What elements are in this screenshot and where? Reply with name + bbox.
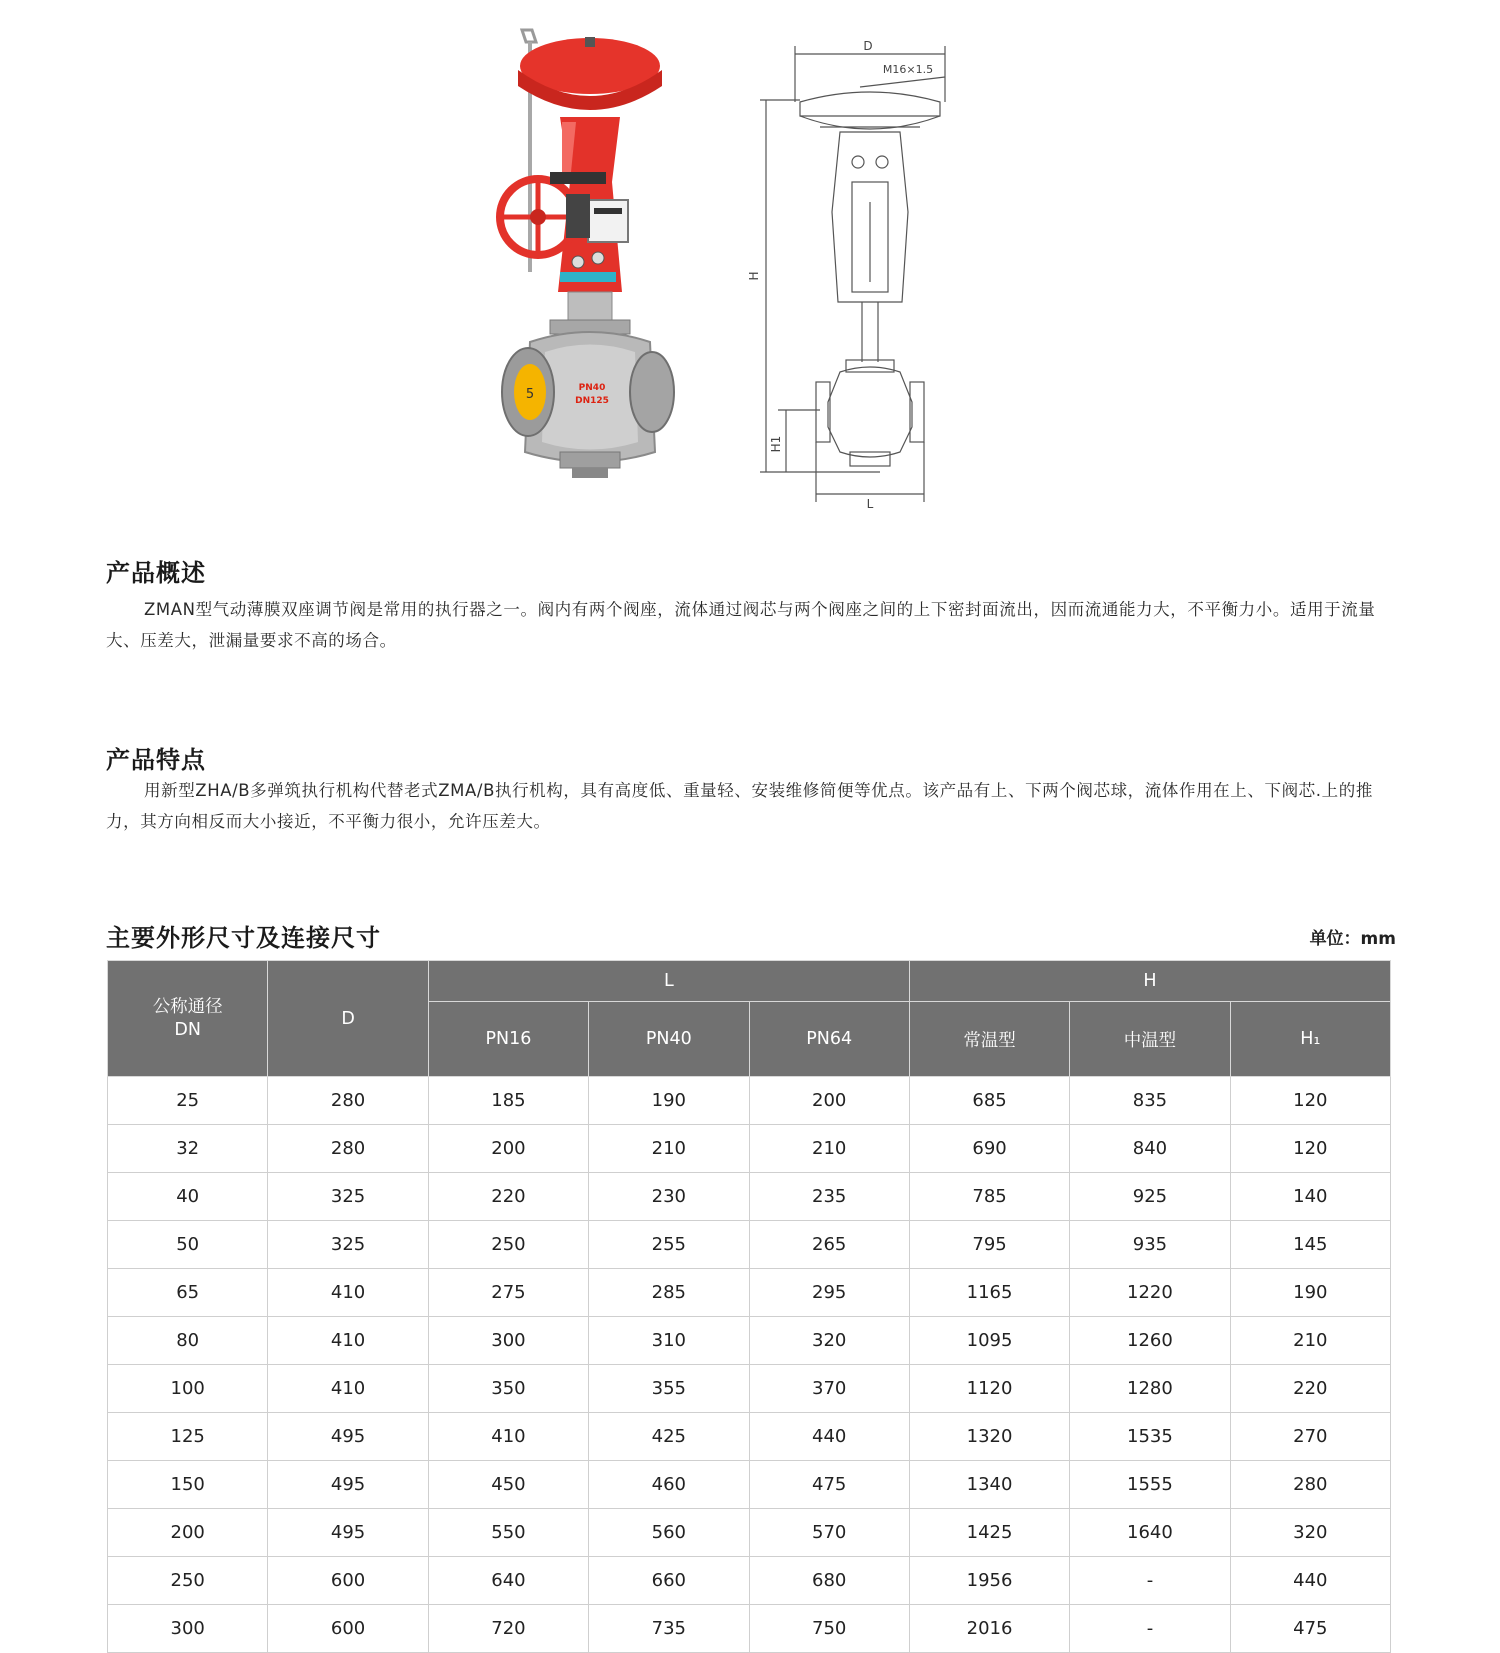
- cell: 355: [589, 1365, 749, 1413]
- cell: 1320: [909, 1413, 1069, 1461]
- cell: 140: [1230, 1173, 1390, 1221]
- cell: 640: [428, 1557, 588, 1605]
- product-figures: [490, 22, 1010, 522]
- cell: 300: [108, 1605, 268, 1653]
- label-h: H: [747, 271, 761, 281]
- cell: 410: [268, 1365, 428, 1413]
- header-h1: H₁: [1230, 1002, 1390, 1077]
- body-label-pn: PN40: [578, 383, 606, 393]
- cell: 280: [268, 1125, 428, 1173]
- cell: 600: [268, 1605, 428, 1653]
- cell: 125: [108, 1413, 268, 1461]
- cell: 295: [749, 1269, 909, 1317]
- flange-mark: 5: [525, 387, 535, 402]
- cell: 1640: [1070, 1509, 1230, 1557]
- cell: 1956: [909, 1557, 1069, 1605]
- cell: 120: [1230, 1125, 1390, 1173]
- cell: 100: [108, 1365, 268, 1413]
- cell: 145: [1230, 1221, 1390, 1269]
- cell: 410: [268, 1269, 428, 1317]
- header-pn40: PN40: [589, 1002, 749, 1077]
- cell: -: [1070, 1557, 1230, 1605]
- cell: 475: [1230, 1605, 1390, 1653]
- cell: 32: [108, 1125, 268, 1173]
- cell: 250: [428, 1221, 588, 1269]
- cell: 220: [428, 1173, 588, 1221]
- table-row: [108, 1413, 1391, 1461]
- cell: 310: [589, 1317, 749, 1365]
- header-dn-line2: DN: [174, 1019, 201, 1040]
- cell: 200: [108, 1509, 268, 1557]
- cell: 570: [749, 1509, 909, 1557]
- cell: 235: [749, 1173, 909, 1221]
- cell: 1120: [909, 1365, 1069, 1413]
- cell: 65: [108, 1269, 268, 1317]
- cell: 210: [589, 1125, 749, 1173]
- label-thread: M16×1.5: [882, 63, 934, 76]
- valve-photo: [490, 22, 710, 502]
- cell: 265: [749, 1221, 909, 1269]
- cell: 410: [428, 1413, 588, 1461]
- table-row: [108, 1509, 1391, 1557]
- cell: 685: [909, 1077, 1069, 1125]
- cell: 925: [1070, 1173, 1230, 1221]
- table-row: [108, 1365, 1391, 1413]
- table-row: [108, 1317, 1391, 1365]
- cell: 495: [268, 1461, 428, 1509]
- header-pn16: PN16: [428, 1002, 588, 1077]
- cell: 120: [1230, 1077, 1390, 1125]
- cell: 325: [268, 1221, 428, 1269]
- cell: 450: [428, 1461, 588, 1509]
- cell: -: [1070, 1605, 1230, 1653]
- cell: 1220: [1070, 1269, 1230, 1317]
- cell: 750: [749, 1605, 909, 1653]
- cell: 50: [108, 1221, 268, 1269]
- cell: 2016: [909, 1605, 1069, 1653]
- cell: 285: [589, 1269, 749, 1317]
- cell: 350: [428, 1365, 588, 1413]
- header-medium-temp: 中温型: [1070, 1002, 1230, 1077]
- table-body: [108, 1077, 1391, 1653]
- overview-title: 产品概述: [106, 559, 206, 587]
- cell: 190: [1230, 1269, 1390, 1317]
- dimensions-table: [107, 960, 1391, 1653]
- cell: 840: [1070, 1125, 1230, 1173]
- cell: 325: [268, 1173, 428, 1221]
- cell: 1555: [1070, 1461, 1230, 1509]
- cell: 300: [428, 1317, 588, 1365]
- cell: 550: [428, 1509, 588, 1557]
- unit-label: 单位：mm: [1309, 929, 1396, 949]
- cell: 25: [108, 1077, 268, 1125]
- cell: 275: [428, 1269, 588, 1317]
- header-h-group: H: [909, 961, 1390, 1002]
- header-normal-temp: 常温型: [909, 1002, 1069, 1077]
- cell: 660: [589, 1557, 749, 1605]
- cell: 250: [108, 1557, 268, 1605]
- cell: 410: [268, 1317, 428, 1365]
- header-dn-line1: 公称通径: [152, 996, 223, 1017]
- cell: 280: [268, 1077, 428, 1125]
- overview-text: ZMAN型气动薄膜双座调节阀是常用的执行器之一。阀内有两个阀座，流体通过阀芯与两个阀座之间的上下密封面流出，因而流通能力大，不平衡力小。适用于流量大、压差大，泄漏量要求不高的场合。: [106, 600, 1376, 650]
- cell: 185: [428, 1077, 588, 1125]
- cell: 935: [1070, 1221, 1230, 1269]
- header-l-group: L: [428, 961, 909, 1002]
- cell: 735: [589, 1605, 749, 1653]
- cell: 1535: [1070, 1413, 1230, 1461]
- cell: 190: [589, 1077, 749, 1125]
- cell: 150: [108, 1461, 268, 1509]
- cell: 1260: [1070, 1317, 1230, 1365]
- cell: 495: [268, 1413, 428, 1461]
- cell: 425: [589, 1413, 749, 1461]
- header-dn: [108, 961, 268, 1077]
- cell: 460: [589, 1461, 749, 1509]
- table-row: [108, 1461, 1391, 1509]
- table-row: [108, 1557, 1391, 1605]
- cell: 1425: [909, 1509, 1069, 1557]
- table-row: [108, 1077, 1391, 1125]
- cell: 680: [749, 1557, 909, 1605]
- cell: 1280: [1070, 1365, 1230, 1413]
- cell: 255: [589, 1221, 749, 1269]
- dimensions-title: 主要外形尺寸及连接尺寸: [106, 924, 381, 952]
- cell: 440: [1230, 1557, 1390, 1605]
- cell: 440: [749, 1413, 909, 1461]
- features-text: 用新型ZHA/B多弹筑执行机构代替老式ZMA/B执行机构，具有高度低、重量轻、安装维修简便等优点。该产品有上、下两个阀芯球，流体作用在上、下阀芯.上的推力，其方向相反而大小接近，不平衡力很小，允许压差大。: [106, 781, 1373, 831]
- cell: 795: [909, 1221, 1069, 1269]
- dimension-drawing: [747, 32, 1010, 522]
- cell: 560: [589, 1509, 749, 1557]
- cell: 475: [749, 1461, 909, 1509]
- cell: 785: [909, 1173, 1069, 1221]
- table-row: [108, 1221, 1391, 1269]
- label-h1: H1: [769, 435, 783, 453]
- cell: 1340: [909, 1461, 1069, 1509]
- cell: 370: [749, 1365, 909, 1413]
- body-label-dn: DN125: [575, 396, 609, 406]
- table-row: [108, 1269, 1391, 1317]
- label-d: D: [863, 39, 873, 53]
- label-l: L: [866, 497, 874, 511]
- cell: 80: [108, 1317, 268, 1365]
- cell: 835: [1070, 1077, 1230, 1125]
- cell: 230: [589, 1173, 749, 1221]
- cell: 720: [428, 1605, 588, 1653]
- cell: 280: [1230, 1461, 1390, 1509]
- cell: 1095: [909, 1317, 1069, 1365]
- header-d: D: [268, 961, 428, 1077]
- table-row: [108, 1125, 1391, 1173]
- cell: 40: [108, 1173, 268, 1221]
- cell: 200: [428, 1125, 588, 1173]
- cell: 200: [749, 1077, 909, 1125]
- table-row: [108, 1605, 1391, 1653]
- cell: 210: [1230, 1317, 1390, 1365]
- features-title: 产品特点: [106, 746, 206, 774]
- cell: 210: [749, 1125, 909, 1173]
- cell: 220: [1230, 1365, 1390, 1413]
- cell: 320: [1230, 1509, 1390, 1557]
- table-row: [108, 1173, 1391, 1221]
- cell: 690: [909, 1125, 1069, 1173]
- cell: 320: [749, 1317, 909, 1365]
- cell: 1165: [909, 1269, 1069, 1317]
- header-pn64: PN64: [749, 1002, 909, 1077]
- cell: 270: [1230, 1413, 1390, 1461]
- cell: 600: [268, 1557, 428, 1605]
- cell: 495: [268, 1509, 428, 1557]
